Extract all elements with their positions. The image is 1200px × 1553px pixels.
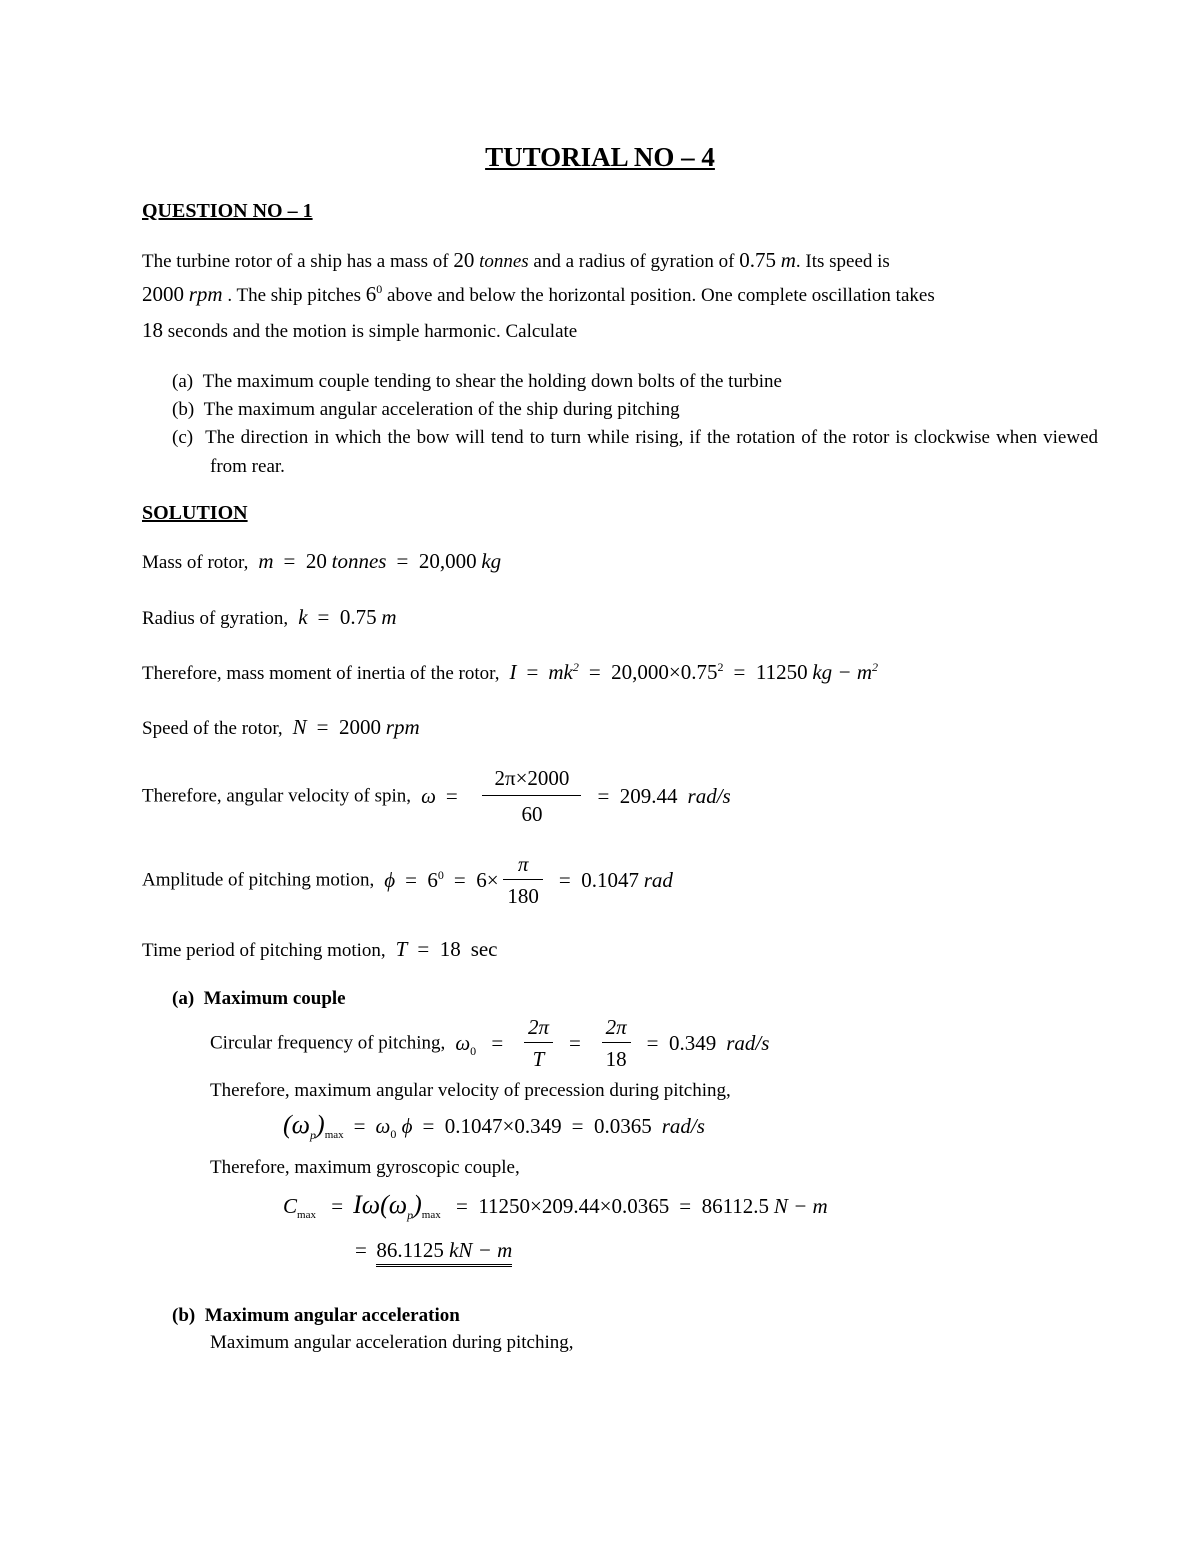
solution-heading: SOLUTION <box>142 502 248 524</box>
speed-line: Speed of the rotor, N = 2000 rpm <box>142 715 420 739</box>
question-line-2 <box>142 282 935 307</box>
omega-fraction: $\frac{2\pi\times 2000}{60}$ <box>482 766 581 827</box>
period-line: Time period of pitching motion, T = 18 sec <box>142 937 498 961</box>
omega-line: Therefore, angular velocity of spin, ω = $\frac{2\pi\times 2000}{60}$ = 209.44 rad/s <box>142 766 731 826</box>
frequency-fraction-1: $\frac{2\pi}{T}$ <box>524 1015 553 1072</box>
question-line-3 <box>142 318 577 343</box>
gyroscopic-line: $C_{max}$ = $I\omega(\omega_p)_{max}$ = 11250×209.44×0.0365 = 86112.5 N − m <box>283 1190 828 1223</box>
inertia-line: Therefore, mass moment of inertia of the rotor, $I = mk^2 = 20,000\times 0.75^2 = 11250$ kg − $m^2$ <box>142 660 879 684</box>
frequency-line: Circular frequency of pitching, $\omega_0$ = $\frac{2\pi}{T}$ = $\frac{2\pi}{18}$ = 0.349 rad/s <box>210 1015 770 1071</box>
radius-line: Radius of gyration, k = 0.75 m <box>142 605 397 629</box>
part-b-text: Maximum angular acceleration during pitching, <box>210 1332 574 1353</box>
final-result-line: = 86.1125 kN − m <box>355 1238 512 1263</box>
question-text-1c: . Its speed is <box>795 251 890 272</box>
question-text-2b: above and below the horizontal position. One complete oscillation takes <box>387 285 935 306</box>
mass-value: 20 <box>453 248 475 272</box>
list-item: (c) The direction in which the bow will tend to turn while rising, if the rotation of the rotor is clockwise when viewed from rear. <box>172 427 1099 477</box>
frequency-fraction-2: $\frac{2\pi}{18}$ <box>602 1015 631 1072</box>
part-b-heading: (b) Maximum angular acceleration <box>172 1305 460 1326</box>
period-value: 18 <box>142 318 163 342</box>
question-line-1 <box>142 248 1060 273</box>
list-item: (a) The maximum couple tending to shear the holding down bolts of the turbine <box>172 371 782 392</box>
question-text-2a: . The ship pitches <box>227 285 362 306</box>
question-heading: QUESTION NO – 1 <box>142 200 313 222</box>
gyroscopic-label: Therefore, maximum gyroscopic couple, <box>210 1157 520 1178</box>
part-a-heading: (a) Maximum couple <box>172 988 346 1009</box>
amplitude-fraction: $\frac{\pi}{180}$ <box>503 852 543 909</box>
question-text-1b: and a radius of gyration of <box>533 251 735 272</box>
question-text-3a: seconds and the motion is simple harmonic. Calculate <box>167 321 578 342</box>
list-item: (b) The maximum angular acceleration of the ship during pitching <box>172 399 680 420</box>
radius-unit: m <box>780 248 796 272</box>
final-result-underlined: 86.1125 kN − m <box>376 1238 512 1267</box>
pitch-angle: $6^0$ <box>365 282 383 306</box>
speed-value: 2000 <box>142 282 184 306</box>
precession-line: $(\omega_p)_{max} = \omega_0$ ϕ = 0.1047×0.349 = 0.0365 rad/s <box>283 1110 705 1143</box>
page-title: TUTORIAL NO – 4 <box>485 142 715 172</box>
mass-unit: tonnes <box>479 251 529 272</box>
mass-line: Mass of rotor, m = 20 tonnes = 20,000 kg <box>142 549 502 573</box>
precession-label: Therefore, maximum angular velocity of precession during pitching, <box>210 1080 731 1101</box>
radius-value: 0.75 <box>739 248 776 272</box>
question-text-1a: The turbine rotor of a ship has a mass of <box>142 251 449 272</box>
amplitude-line: Amplitude of pitching motion, $\phi = 6^0 = 6\times$ $\frac{\pi}{180}$ = 0.1047 rad <box>142 852 673 908</box>
speed-unit: rpm <box>188 282 223 306</box>
